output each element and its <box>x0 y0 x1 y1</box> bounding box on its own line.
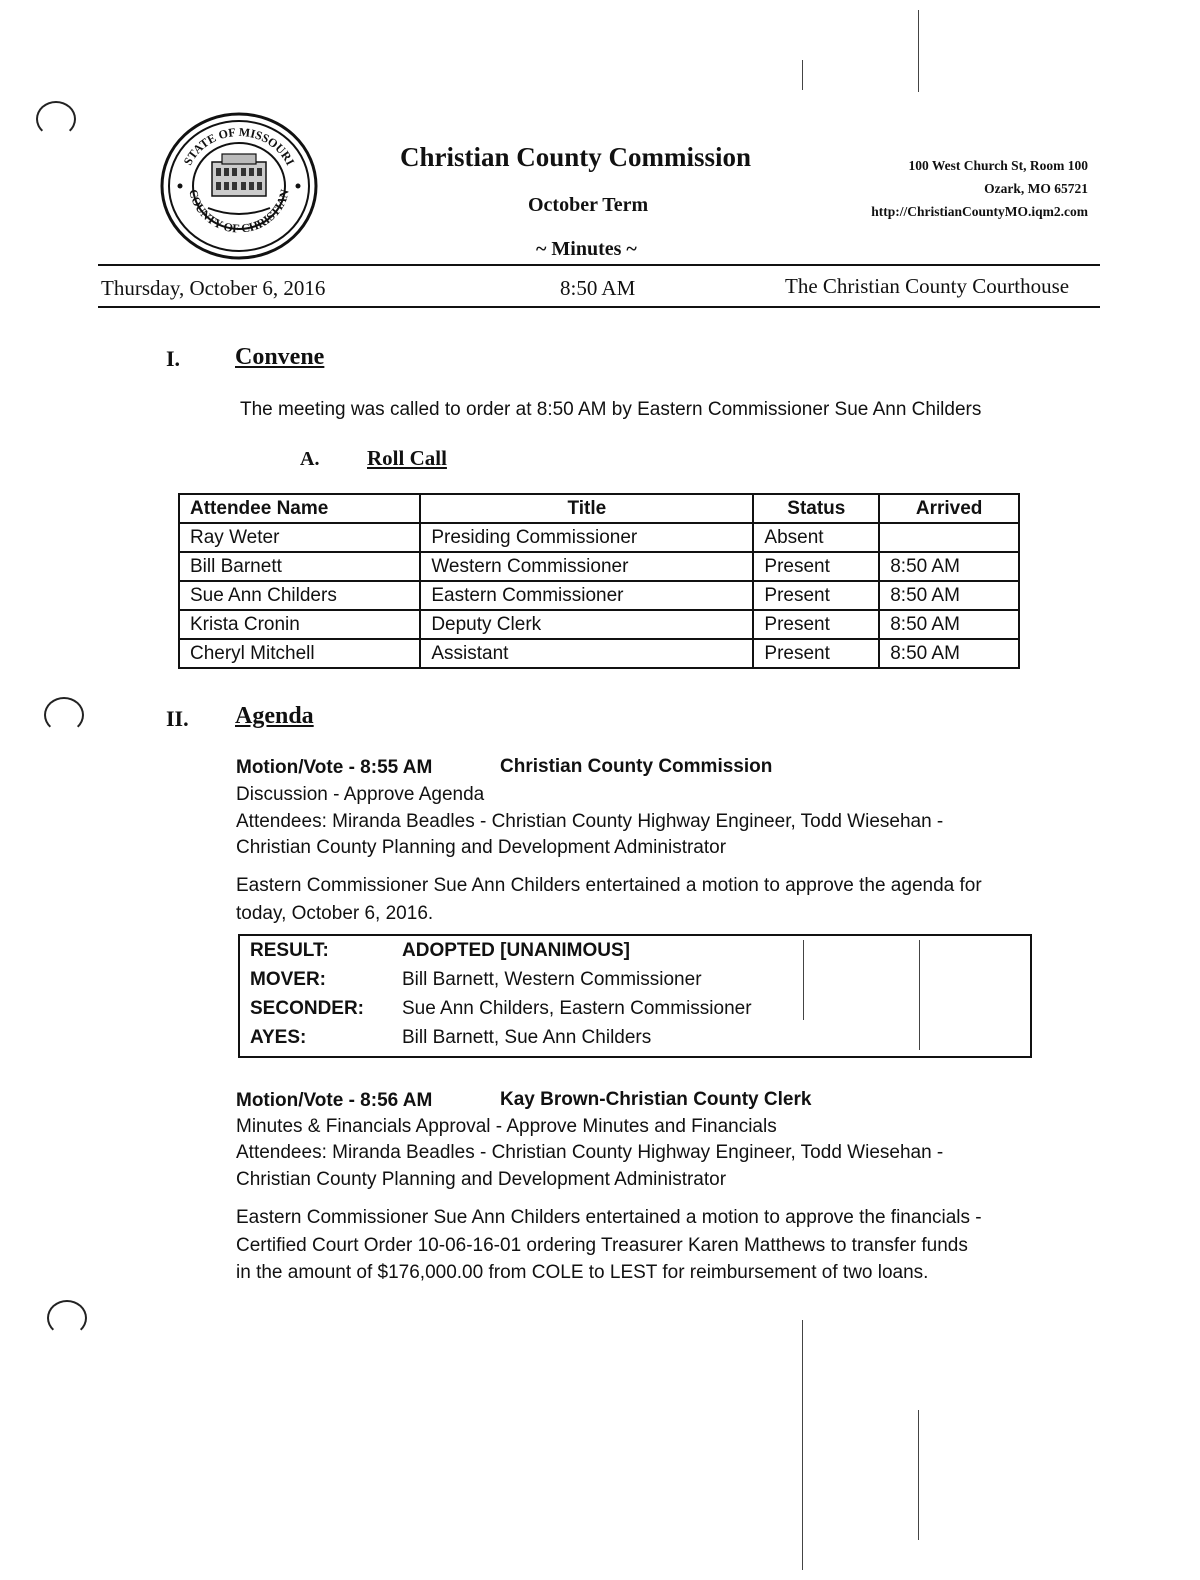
attendee-name: Cheryl Mitchell <box>179 639 420 668</box>
motion-2-discussion: Minutes & Financials Approval - Approve Minutes and Financials <box>236 1116 777 1137</box>
mover-value: Bill Barnett, Western Commissioner <box>402 969 702 990</box>
motion-1-discussion: Discussion - Approve Agenda <box>236 784 485 805</box>
table-row <box>179 639 1019 668</box>
section-1-title: Convene <box>235 344 325 370</box>
convene-text: The meeting was called to order at 8:50 AM by Eastern Commissioner Sue Ann Childers <box>240 399 982 420</box>
motion-2-attendees-2: Christian County Planning and Development Administrator <box>236 1169 727 1190</box>
punch-hole-middle <box>44 697 84 733</box>
seconder-value: Sue Ann Childers, Eastern Commissioner <box>402 998 752 1019</box>
attendee-arrived: 8:50 AM <box>879 552 1019 581</box>
meeting-time: 8:50 AM <box>560 276 636 300</box>
address-line-1: 100 West Church St, Room 100 <box>908 158 1088 173</box>
roll-call-title: Roll Call <box>367 446 447 470</box>
scan-mark <box>918 10 919 92</box>
roll-call-table <box>178 493 1020 669</box>
attendee-status: Present <box>753 610 879 639</box>
subsection-letter: A. <box>300 448 320 470</box>
motion-2-text-2: Certified Court Order 10-06-16-01 ordering Treasurer Karen Matthews to transfer funds <box>236 1235 968 1256</box>
attendee-arrived: 8:50 AM <box>879 581 1019 610</box>
svg-text:STATE OF MISSOURI: STATE OF MISSOURI <box>180 124 298 168</box>
attendee-title: Assistant <box>420 639 753 668</box>
attendee-name: Bill Barnett <box>179 552 420 581</box>
col-header-status: Status <box>753 494 879 523</box>
col-header-arrived: Arrived <box>879 494 1019 523</box>
seconder-label: SECONDER: <box>250 998 365 1019</box>
result-label: RESULT: <box>250 940 329 961</box>
motion-1-text-1: Eastern Commissioner Sue Ann Childers entertained a motion to approve the agenda for <box>236 875 982 896</box>
meeting-location: The Christian County Courthouse <box>785 274 1070 298</box>
section-2-number: II. <box>166 706 189 731</box>
address-line-2: Ozark, MO 65721 <box>984 181 1088 196</box>
address-block <box>852 154 1088 223</box>
mover-label: MOVER: <box>250 969 326 990</box>
attendee-status: Present <box>753 639 879 668</box>
table-row <box>179 581 1019 610</box>
attendee-arrived: 8:50 AM <box>879 639 1019 668</box>
attendee-title: Deputy Clerk <box>420 610 753 639</box>
scan-mark <box>918 1410 919 1540</box>
website-link[interactable]: http://ChristianCountyMO.iqm2.com <box>871 204 1088 219</box>
attendee-name: Sue Ann Childers <box>179 581 420 610</box>
attendee-name: Ray Weter <box>179 523 420 552</box>
result-value: ADOPTED [UNANIMOUS] <box>402 940 630 961</box>
attendee-arrived <box>879 523 1019 552</box>
motion-1-attendees-1: Attendees: Miranda Beadles - Christian County Highway Engineer, Todd Wiesehan - <box>236 811 944 832</box>
svg-text:COUNTY OF CHRISTIAN: COUNTY OF CHRISTIAN <box>186 187 292 236</box>
motion-1-body: Christian County Commission <box>500 756 773 777</box>
table-row <box>179 523 1019 552</box>
col-header-title: Title <box>420 494 753 523</box>
motion-1-label: Motion/Vote - 8:55 AM <box>236 757 433 778</box>
attendee-title: Presiding Commissioner <box>420 523 753 552</box>
attendee-title: Western Commissioner <box>420 552 753 581</box>
col-header-attendee: Attendee Name <box>179 494 420 523</box>
table-row <box>179 610 1019 639</box>
motion-1-text-2: today, October 6, 2016. <box>236 903 434 924</box>
scan-mark <box>802 1320 803 1570</box>
punch-hole-bottom <box>47 1300 87 1336</box>
document-type: ~ Minutes ~ <box>536 238 637 260</box>
org-name: Christian County Commission <box>400 142 752 172</box>
attendee-arrived: 8:50 AM <box>879 610 1019 639</box>
vote-result-box <box>238 934 1032 1058</box>
table-row <box>179 552 1019 581</box>
attendee-title: Eastern Commissioner <box>420 581 753 610</box>
section-2-title: Agenda <box>235 703 314 729</box>
county-seal-logo <box>160 112 318 260</box>
punch-hole-top <box>36 101 76 137</box>
ayes-value: Bill Barnett, Sue Ann Childers <box>402 1027 652 1048</box>
meeting-term: October Term <box>528 194 649 216</box>
section-1-number: I. <box>166 346 181 371</box>
result-box-divider <box>919 940 920 1050</box>
attendee-status: Present <box>753 581 879 610</box>
motion-1-attendees-2: Christian County Planning and Development Administrator <box>236 837 727 858</box>
motion-2-label: Motion/Vote - 8:56 AM <box>236 1090 433 1111</box>
header-divider-top <box>98 264 1100 266</box>
table-header-row <box>179 494 1019 523</box>
attendee-name: Krista Cronin <box>179 610 420 639</box>
header-divider-bottom <box>98 306 1100 308</box>
attendee-status: Present <box>753 552 879 581</box>
meeting-date: Thursday, October 6, 2016 <box>101 276 326 300</box>
ayes-label: AYES: <box>250 1027 307 1048</box>
motion-2-body: Kay Brown-Christian County Clerk <box>500 1089 812 1110</box>
motion-2-text-1: Eastern Commissioner Sue Ann Childers entertained a motion to approve the financials - <box>236 1207 982 1228</box>
scan-mark <box>802 60 803 90</box>
motion-2-attendees-1: Attendees: Miranda Beadles - Christian County Highway Engineer, Todd Wiesehan - <box>236 1142 944 1163</box>
attendee-status: Absent <box>753 523 879 552</box>
result-box-divider <box>803 940 804 1020</box>
motion-2-text-3: in the amount of $176,000.00 from COLE to LEST for reimbursement of two loans. <box>236 1262 929 1283</box>
